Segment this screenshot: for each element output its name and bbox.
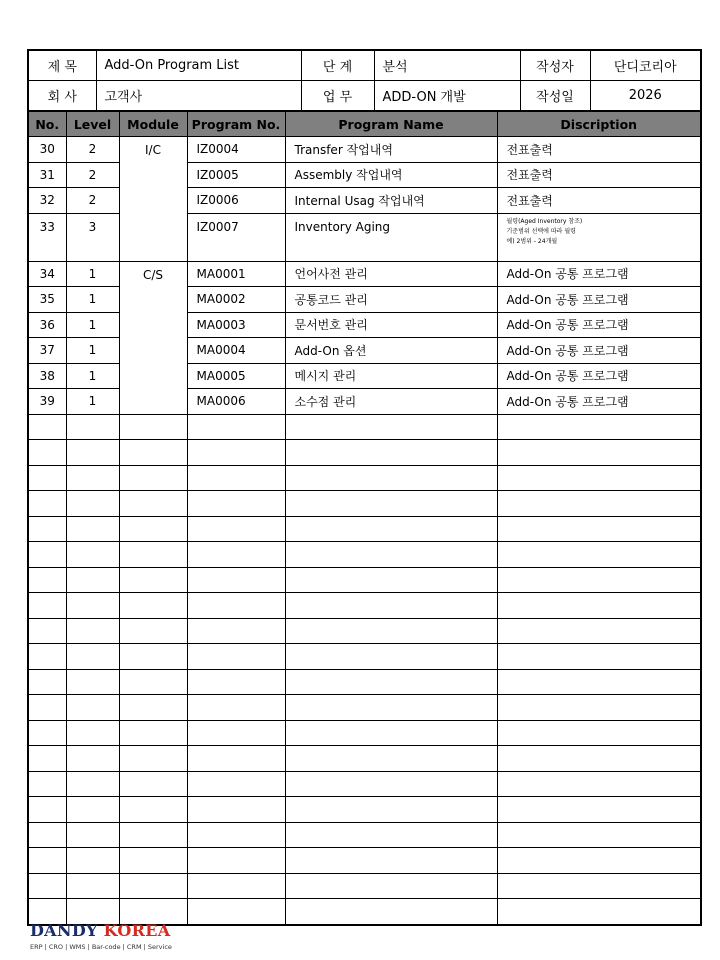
empty-cell bbox=[119, 771, 187, 797]
header-row-2 bbox=[28, 81, 701, 112]
empty-row bbox=[28, 797, 701, 823]
empty-cell bbox=[119, 720, 187, 746]
empty-row bbox=[28, 873, 701, 899]
empty-cell bbox=[66, 669, 119, 695]
row-description: 전표출력 bbox=[497, 137, 701, 163]
empty-row bbox=[28, 440, 701, 466]
empty-cell bbox=[119, 567, 187, 593]
row-program-name: Internal Usag 작업내역 bbox=[285, 188, 497, 214]
row-level: 2 bbox=[66, 188, 119, 214]
empty-row bbox=[28, 465, 701, 491]
empty-cell bbox=[285, 414, 497, 440]
empty-cell bbox=[285, 746, 497, 772]
empty-row bbox=[28, 848, 701, 874]
row-no: 35 bbox=[28, 287, 66, 313]
row-program-no: IZ0005 bbox=[187, 162, 285, 188]
empty-cell bbox=[119, 618, 187, 644]
company-value: 고객사 bbox=[96, 81, 301, 112]
column-header-program-no: Program No. bbox=[187, 111, 285, 137]
row-program-no: MA0001 bbox=[187, 261, 285, 287]
table-body bbox=[28, 137, 701, 925]
empty-cell bbox=[497, 797, 701, 823]
empty-cell bbox=[285, 465, 497, 491]
empty-cell bbox=[285, 669, 497, 695]
empty-cell bbox=[66, 465, 119, 491]
column-header-no: No. bbox=[28, 111, 66, 137]
empty-cell bbox=[28, 465, 66, 491]
row-program-no: MA0004 bbox=[187, 338, 285, 364]
row-level: 3 bbox=[66, 213, 119, 261]
empty-cell bbox=[497, 618, 701, 644]
empty-row bbox=[28, 822, 701, 848]
row-program-no: MA0002 bbox=[187, 287, 285, 313]
table-header-row bbox=[28, 111, 701, 137]
empty-cell bbox=[119, 414, 187, 440]
title-value: Add-On Program List bbox=[96, 50, 301, 81]
empty-cell bbox=[497, 491, 701, 517]
company-label: 회 사 bbox=[28, 81, 96, 112]
work-value: ADD-ON 개발 bbox=[374, 81, 520, 112]
empty-cell bbox=[285, 567, 497, 593]
row-program-name: 소수점 관리 bbox=[285, 389, 497, 415]
empty-cell bbox=[28, 720, 66, 746]
empty-cell bbox=[285, 873, 497, 899]
author-value: 단디코리아 bbox=[590, 50, 701, 81]
empty-cell bbox=[187, 491, 285, 517]
table-row bbox=[28, 261, 701, 287]
row-program-name: Transfer 작업내역 bbox=[285, 137, 497, 163]
empty-cell bbox=[285, 542, 497, 568]
empty-cell bbox=[285, 695, 497, 721]
empty-row bbox=[28, 516, 701, 542]
row-program-name: 공통코드 관리 bbox=[285, 287, 497, 313]
table-row bbox=[28, 137, 701, 163]
logo-tagline: ERP | CRO | WMS | Bar-code | CRM | Service bbox=[30, 943, 172, 951]
empty-cell bbox=[119, 822, 187, 848]
empty-cell bbox=[28, 746, 66, 772]
empty-cell bbox=[66, 797, 119, 823]
empty-cell bbox=[119, 491, 187, 517]
empty-cell bbox=[285, 797, 497, 823]
empty-cell bbox=[66, 771, 119, 797]
empty-cell bbox=[285, 516, 497, 542]
row-program-no: IZ0007 bbox=[187, 213, 285, 261]
row-level: 2 bbox=[66, 137, 119, 163]
empty-cell bbox=[187, 669, 285, 695]
empty-cell bbox=[497, 593, 701, 619]
row-description: Add-On 공통 프로그램 bbox=[497, 363, 701, 389]
empty-cell bbox=[28, 771, 66, 797]
empty-row bbox=[28, 720, 701, 746]
empty-cell bbox=[497, 567, 701, 593]
empty-cell bbox=[187, 414, 285, 440]
logo-wordmark bbox=[30, 922, 172, 940]
empty-cell bbox=[497, 873, 701, 899]
column-header-description: Discription bbox=[497, 111, 701, 137]
empty-cell bbox=[66, 593, 119, 619]
empty-cell bbox=[66, 516, 119, 542]
empty-cell bbox=[187, 516, 285, 542]
row-description: Add-On 공통 프로그램 bbox=[497, 338, 701, 364]
module-cell: I/C bbox=[119, 137, 187, 262]
empty-cell bbox=[187, 567, 285, 593]
empty-cell bbox=[28, 644, 66, 670]
row-level: 1 bbox=[66, 312, 119, 338]
empty-cell bbox=[119, 746, 187, 772]
row-description: Add-On 공통 프로그램 bbox=[497, 261, 701, 287]
row-program-name: Inventory Aging bbox=[285, 213, 497, 261]
row-program-no: MA0005 bbox=[187, 363, 285, 389]
empty-cell bbox=[497, 848, 701, 874]
row-no: 36 bbox=[28, 312, 66, 338]
empty-cell bbox=[497, 720, 701, 746]
row-level: 1 bbox=[66, 389, 119, 415]
module-cell: C/S bbox=[119, 261, 187, 414]
row-description: 전표출력 bbox=[497, 162, 701, 188]
row-program-no: MA0003 bbox=[187, 312, 285, 338]
empty-cell bbox=[28, 440, 66, 466]
row-description-multiline bbox=[497, 213, 701, 261]
row-level: 1 bbox=[66, 338, 119, 364]
logo-brand-second: KOREA bbox=[103, 921, 171, 940]
empty-cell bbox=[285, 440, 497, 466]
empty-row bbox=[28, 669, 701, 695]
empty-cell bbox=[119, 516, 187, 542]
row-no: 33 bbox=[28, 213, 66, 261]
empty-cell bbox=[285, 822, 497, 848]
empty-cell bbox=[497, 746, 701, 772]
empty-cell bbox=[187, 848, 285, 874]
empty-cell bbox=[28, 593, 66, 619]
empty-cell bbox=[497, 516, 701, 542]
empty-cell bbox=[28, 491, 66, 517]
empty-cell bbox=[66, 491, 119, 517]
empty-cell bbox=[28, 414, 66, 440]
row-no: 39 bbox=[28, 389, 66, 415]
row-no: 34 bbox=[28, 261, 66, 287]
empty-cell bbox=[28, 797, 66, 823]
empty-cell bbox=[66, 414, 119, 440]
empty-cell bbox=[28, 695, 66, 721]
header-row-1 bbox=[28, 50, 701, 81]
empty-row bbox=[28, 567, 701, 593]
logo-brand-first: DANDY bbox=[30, 921, 98, 940]
title-label: 제 목 bbox=[28, 50, 96, 81]
empty-cell bbox=[119, 465, 187, 491]
row-no: 30 bbox=[28, 137, 66, 163]
empty-cell bbox=[28, 873, 66, 899]
empty-row bbox=[28, 618, 701, 644]
row-program-name: Add-On 옵션 bbox=[285, 338, 497, 364]
empty-cell bbox=[187, 797, 285, 823]
empty-cell bbox=[187, 644, 285, 670]
empty-cell bbox=[66, 567, 119, 593]
empty-cell bbox=[66, 440, 119, 466]
empty-cell bbox=[187, 746, 285, 772]
row-description: Add-On 공통 프로그램 bbox=[497, 389, 701, 415]
empty-cell bbox=[285, 618, 497, 644]
empty-cell bbox=[66, 542, 119, 568]
row-program-name: 문서번호 관리 bbox=[285, 312, 497, 338]
empty-row bbox=[28, 593, 701, 619]
row-program-name: 언어사전 관리 bbox=[285, 261, 497, 287]
row-program-name: 메시지 관리 bbox=[285, 363, 497, 389]
date-value: 2026 bbox=[590, 81, 701, 112]
empty-cell bbox=[119, 542, 187, 568]
empty-row bbox=[28, 771, 701, 797]
empty-cell bbox=[187, 720, 285, 746]
empty-cell bbox=[28, 822, 66, 848]
empty-cell bbox=[497, 644, 701, 670]
empty-cell bbox=[285, 644, 497, 670]
empty-cell bbox=[187, 771, 285, 797]
empty-cell bbox=[119, 644, 187, 670]
empty-cell bbox=[28, 516, 66, 542]
row-program-name: Assembly 작업내역 bbox=[285, 162, 497, 188]
empty-row bbox=[28, 542, 701, 568]
empty-cell bbox=[285, 848, 497, 874]
empty-cell bbox=[285, 720, 497, 746]
empty-cell bbox=[66, 720, 119, 746]
row-level: 1 bbox=[66, 287, 119, 313]
row-no: 31 bbox=[28, 162, 66, 188]
empty-cell bbox=[66, 873, 119, 899]
empty-cell bbox=[187, 899, 285, 925]
column-header-module: Module bbox=[119, 111, 187, 137]
empty-row bbox=[28, 644, 701, 670]
empty-cell bbox=[187, 618, 285, 644]
column-header-program-name: Program Name bbox=[285, 111, 497, 137]
empty-cell bbox=[28, 542, 66, 568]
row-description: Add-On 공통 프로그램 bbox=[497, 312, 701, 338]
empty-cell bbox=[66, 618, 119, 644]
row-no: 38 bbox=[28, 363, 66, 389]
row-description: Add-On 공통 프로그램 bbox=[497, 287, 701, 313]
date-label: 작성일 bbox=[520, 81, 590, 112]
empty-cell bbox=[119, 695, 187, 721]
description-line: 예) 2범위 - 24개월 bbox=[506, 237, 558, 245]
document-header bbox=[27, 49, 702, 112]
empty-cell bbox=[497, 771, 701, 797]
empty-cell bbox=[28, 669, 66, 695]
company-logo bbox=[30, 922, 172, 951]
empty-cell bbox=[497, 440, 701, 466]
empty-cell bbox=[187, 440, 285, 466]
row-level: 1 bbox=[66, 363, 119, 389]
empty-cell bbox=[66, 695, 119, 721]
empty-cell bbox=[285, 491, 497, 517]
program-list-table bbox=[27, 110, 702, 926]
empty-cell bbox=[119, 848, 187, 874]
description-line: 기준범위 선택에 따라 월령 bbox=[506, 227, 576, 235]
work-label: 업 무 bbox=[301, 81, 374, 112]
row-program-no: IZ0006 bbox=[187, 188, 285, 214]
empty-cell bbox=[187, 822, 285, 848]
empty-cell bbox=[187, 593, 285, 619]
row-description: 전표출력 bbox=[497, 188, 701, 214]
empty-cell bbox=[66, 644, 119, 670]
empty-cell bbox=[119, 797, 187, 823]
row-level: 2 bbox=[66, 162, 119, 188]
empty-row bbox=[28, 414, 701, 440]
empty-cell bbox=[66, 848, 119, 874]
description-line: 월령(Aged Inventory 참조) bbox=[506, 217, 583, 225]
empty-cell bbox=[28, 618, 66, 644]
row-level: 1 bbox=[66, 261, 119, 287]
empty-cell bbox=[119, 593, 187, 619]
empty-cell bbox=[187, 695, 285, 721]
empty-cell bbox=[497, 414, 701, 440]
empty-cell bbox=[119, 440, 187, 466]
row-no: 32 bbox=[28, 188, 66, 214]
stage-label: 단 계 bbox=[301, 50, 374, 81]
stage-value: 분석 bbox=[374, 50, 520, 81]
empty-cell bbox=[497, 822, 701, 848]
empty-cell bbox=[187, 542, 285, 568]
row-program-no: MA0006 bbox=[187, 389, 285, 415]
empty-cell bbox=[119, 873, 187, 899]
row-program-no: IZ0004 bbox=[187, 137, 285, 163]
empty-cell bbox=[497, 695, 701, 721]
empty-cell bbox=[66, 822, 119, 848]
empty-cell bbox=[187, 873, 285, 899]
empty-cell bbox=[285, 771, 497, 797]
empty-cell bbox=[119, 669, 187, 695]
author-label: 작성자 bbox=[520, 50, 590, 81]
empty-cell bbox=[66, 746, 119, 772]
column-header-level: Level bbox=[66, 111, 119, 137]
empty-cell bbox=[497, 465, 701, 491]
empty-row bbox=[28, 746, 701, 772]
empty-cell bbox=[497, 669, 701, 695]
empty-cell bbox=[285, 899, 497, 925]
empty-row bbox=[28, 695, 701, 721]
row-no: 37 bbox=[28, 338, 66, 364]
empty-cell bbox=[497, 899, 701, 925]
empty-cell bbox=[285, 593, 497, 619]
empty-cell bbox=[28, 567, 66, 593]
empty-row bbox=[28, 491, 701, 517]
empty-cell bbox=[187, 465, 285, 491]
empty-cell bbox=[497, 542, 701, 568]
empty-cell bbox=[28, 848, 66, 874]
